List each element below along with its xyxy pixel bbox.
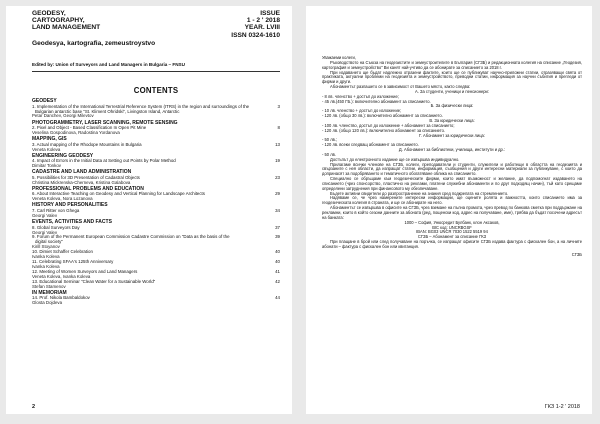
bank-details: 1000 – София, Унюсредит Булбанк, клон Аксаков, [404, 219, 500, 225]
article-title: 8. Global Surveyors Day [32, 224, 80, 230]
toc-entry [32, 235, 280, 250]
title-line: LAND MANAGEMENT [32, 24, 101, 32]
journal-subtitle: Geodesya, kartografia, zemeustroystvo [32, 40, 156, 47]
fee-line: - 120 лв. (общо 120 лв.): включително абонамент за списанието. [322, 127, 446, 133]
issn: ISSN 0324-1610 [231, 31, 280, 39]
letter-paragraph: Надяваме се, че чрез намерените интересни информации, ще оцените ролята и важността, които списанието има за геодезическата колегия в страната, и ще се абонирате на него. [322, 195, 582, 206]
article-title: 9. Forum of the Permanent European Commission Cadastre Commission on "Data as the basis of the [32, 234, 230, 240]
article-authors: Georgi Valev [32, 229, 58, 235]
toc-entry [32, 192, 280, 202]
article-page: 41 [275, 268, 280, 274]
article-authors: Petar Danchev, Georgi Milevtov [32, 113, 94, 119]
letter-signature: СГЗБ [571, 251, 582, 257]
fee-category: Д. Абонамент за библиотеки, училища, институти и др.: [398, 147, 506, 153]
article-authors: Ivanka Koleva [32, 263, 60, 269]
title-line: CARTOGRAPHY, [32, 17, 85, 25]
article-authors: Glosta Dojdeva [32, 300, 63, 306]
section-heading: EVENTS, ACTIVITIES AND FACTS [32, 219, 112, 226]
article-page: 44 [275, 295, 280, 301]
article-page: 40 [275, 259, 280, 264]
fee-line: - 120 лв. всеки следващ абонамент за списанието. [322, 142, 419, 148]
article-authors: Dimitar Tonkov [32, 163, 61, 169]
contents-title: CONTENTS [133, 86, 179, 95]
toc-entry [32, 209, 280, 219]
fee-line: - 8 лв. членство + достъп до изложение; [322, 93, 399, 99]
fee-category: В. За юридически лица: [429, 117, 475, 123]
article-authors: Georgi Valev [32, 212, 58, 218]
article-title: 10. Dimiet Schaffer Celebration [32, 249, 93, 255]
letter-paragraph: При издаването ще бъдат надлежно отразени фактите, които ще се публикуват научно-приложни статии, отразяващи свята от практиката, актуални проблеми на геодезията и земеустройството, преводни статии, информация за научни събития и прегледи от фирми и други. [322, 69, 582, 85]
left-page [6, 6, 292, 414]
letter-paragraph: Абонаментът се извършва в офисите на СГЗБ, чрез вземане на пълна промота, чрез превод по банкова сметка при поддържане на рекламни, които в който сезони данните за абоната (ред, пощенски код, адрес на получаване, име), трябва да бъдат посочени адресът на банката: [322, 205, 582, 220]
article-authors: Veneta Koleva [32, 146, 61, 152]
fee-line: - 45 лв.(450 ГБ.): включително абонамент за списанието. [322, 98, 431, 104]
article-authors: Ivanka Koleva [32, 254, 60, 260]
divider [32, 71, 280, 72]
article-title: 5. Possibilities for 3D Presentation of Cadastral Objects [32, 174, 140, 180]
issue-info [231, 10, 280, 39]
article-title: 12. Meeting of Women Surveyors and Land Managers [32, 268, 138, 274]
article-page: 3 [277, 103, 280, 109]
article-page: 23 [275, 174, 280, 180]
section-heading: CADASTRE AND LAND ADMINISTRATION [32, 169, 132, 176]
toc-entry [32, 296, 280, 306]
article-title: 11. Celebrating SFAA's 125th Anniversary [32, 259, 114, 264]
fee-line: - 50 лв. [322, 151, 336, 157]
article-authors: Veneta Koleva, Nora Lozanova [32, 196, 93, 202]
article-title: digital society" [35, 239, 63, 245]
section-heading: MAPPING, GIS [32, 136, 67, 143]
edited-by: Edited by: Union of Surveyors and Land Managers in Bulgaria – FNSU [32, 62, 185, 67]
article-title: 4. Impact of Errors in the Initial Data at Setting out Points by Polar Method [32, 158, 176, 164]
article-page: 34 [275, 208, 280, 214]
toc-entry [32, 105, 280, 120]
article-title: Bulgarian antarctic base "St. Kliment Ohridski", Livingston Island, Antarctic [35, 108, 180, 114]
letter-paragraph: Прилагаме всички членове на СГЗБ, колеги, преподаватели и студенти, служители и работещи в областта на геодезията и свързаните с нея области, да изпращат статии, информация, съобщения и други интересни материали за публикуване, с които да допринасят за подобряването и тематичното обогатяване облика на списанието. [322, 161, 582, 177]
article-page: 19 [275, 158, 280, 164]
fee-line: - 50 лв.; [322, 137, 338, 143]
article-page: 37 [275, 224, 280, 230]
article-title: 2. Pixel and Object - Based Classification In Open Pit Mine [32, 125, 147, 131]
issue-label: ISSUE [260, 10, 280, 17]
fee-category: Б. За физически лица: [430, 103, 474, 109]
fee-category: А. За студенти, ученици и пенсионери: [415, 88, 489, 94]
article-authors: Kirill Stoyanov [32, 244, 60, 250]
article-page: 8 [277, 125, 280, 131]
section-heading: GEODESY [32, 98, 57, 104]
letter-paragraph: Бъдете активни свидетели до разпространение на знания сред подкрепата на стремлението. [330, 190, 509, 196]
bank-details: СГЗБ – Абонамент за списание ГКЗ [417, 234, 487, 240]
article-title: 13. Educational Seminar "Clean Water for a Sustainable World" [32, 278, 156, 284]
article-title: 6. About Interactive Teaching on Geodesy and Vertical Planning for Landscape Architects [32, 191, 205, 197]
letter-greeting: Уважаеми колеги, [322, 55, 356, 60]
article-authors: Stefan Stamenov [32, 283, 66, 289]
right-page [306, 6, 592, 414]
section-heading: PHOTOGRAMMETRY, LASER SCANNING, REMOTE SENSING [32, 119, 178, 126]
issue-number: 1 - 2 ' 2018 [246, 17, 280, 25]
fee-category: Г. Абонамент за юридически лица: [419, 132, 485, 138]
toc-entry [32, 159, 280, 169]
article-page: 13 [275, 141, 280, 147]
toc-entry [32, 280, 280, 290]
toc-entry [32, 126, 280, 136]
letter-paragraph: Специално се обръщаме към геодезическите фирми, които имат възможност и желание, да подпомогнат издаването на списанието (чрез спонсорство, пластично на реклами, платени служебни абонаменти и по друг подходящ начин), тъй като срещаме определени затруднения при финансовото му обезпечаване. [322, 176, 582, 191]
article-title: 1. Implementation of the International Terrestrial Reference System (ITRS) in the region and surroundings of the [32, 103, 250, 109]
letter-paragraph: Ръководството на Съюза на геодезистите и земеустроителите в България (СГЗБ) и редакционната колегия на списание „Геодезия, картография и земеустройство" Ви канят най-учтиво да се абонирате за списанието за 2018 г. [322, 59, 582, 70]
section-heading: IN MEMORIAM [32, 289, 67, 296]
fee-line: - 100 лв. членство, достъп до изложение + абонамент за списанието; [322, 122, 455, 128]
fee-line: - 120 лв. (общо 30 лв.): включително абонамент за списанието. [322, 113, 443, 119]
issue-year: YEAR. LVIII [244, 24, 280, 32]
article-title: 14. Prof. Nikola Bambaldokov [32, 295, 90, 301]
toc-entry [32, 143, 280, 153]
page-number-left: 2 [32, 404, 36, 410]
article-authors: Christina Mickrenska-Cherneva, Kristina Galabova [32, 179, 131, 185]
article-authors: Veselina Gospodinova, Radostina Yordanova [32, 130, 120, 135]
section-heading: HISTORY AND PERSONALITIES [32, 202, 108, 209]
article-title: 3. Actual mapping of the Rhodope Mountains in Bulgaria [32, 141, 142, 147]
letter-paragraph: Абонаментът разпашето се в зависимост от Вашето място, както следва: [330, 84, 471, 90]
bank-details: IBAN: BG03 UNCR 7030 1522 5519 94 [416, 229, 488, 235]
journal-title [32, 10, 100, 32]
article-page: 39 [275, 234, 280, 240]
masthead [32, 10, 280, 54]
letter-paragraph: При плащане в брой или след получаване на поръчка, се изпращат офисите СГЗБ издава фактура с фискален бон, а на личните абонати – фактура с фискален бон или квитанция. [322, 239, 582, 249]
article-page: 40 [275, 249, 280, 255]
fee-line: - 10 лв. членство + достъп до изложение; [322, 108, 402, 114]
article-page: 29 [275, 191, 280, 197]
article-authors: Veneta Koleva, Ivanka Koleva [32, 273, 91, 279]
subscription-letter [322, 56, 582, 258]
toc-entry [32, 176, 280, 186]
title-line: GEODESY, [32, 10, 66, 17]
article-title: 7. Carl Ritter von Ghega [32, 208, 80, 214]
section-heading: ENGINEERING GEODESY [32, 152, 94, 159]
section-heading: PROFESSIONAL PROBLEMS AND EDUCATION [32, 185, 144, 192]
table-of-contents [32, 99, 280, 306]
page-number-right: ГКЗ 1-2 ' 2018 [544, 404, 580, 410]
letter-paragraph: Достъпът до електронното издание ще се извършва индивидуално. [330, 156, 460, 162]
article-page: 42 [275, 278, 280, 284]
bank-details: BIC код: UNCRBGSF [432, 224, 472, 230]
